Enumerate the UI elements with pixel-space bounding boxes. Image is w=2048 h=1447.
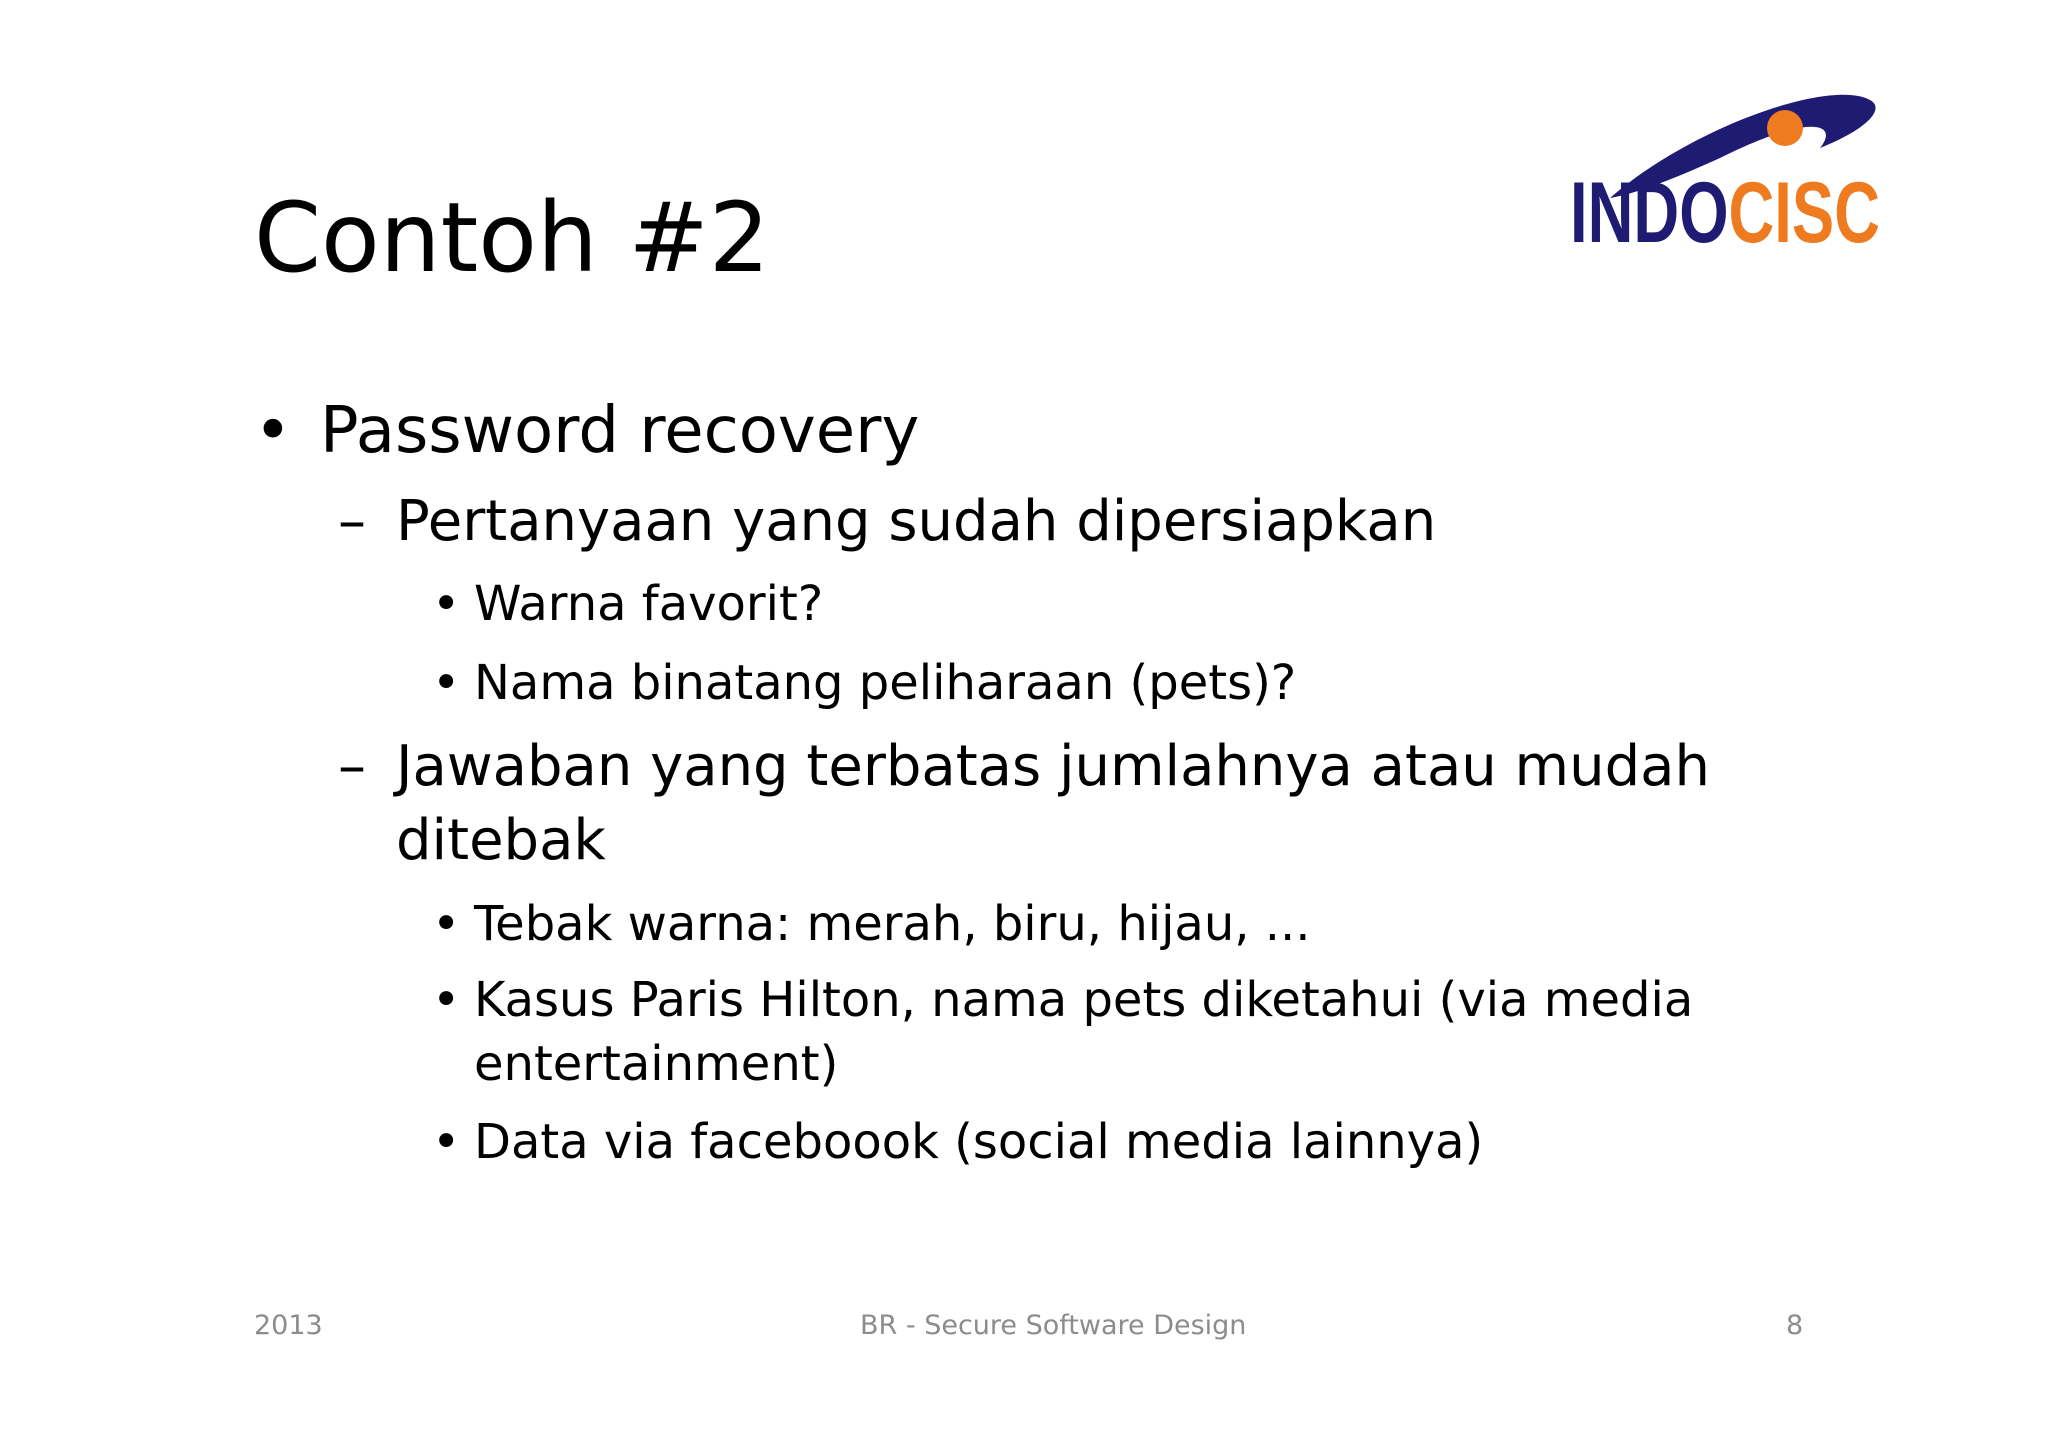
bullet-marker: • (432, 896, 461, 952)
dash-marker: – (338, 734, 366, 799)
dash-marker: – (338, 489, 366, 554)
bullet-password-recovery: Password recovery (320, 394, 920, 468)
indocisc-logo (1570, 88, 1934, 261)
bullet-marker: • (432, 972, 461, 1028)
item-data-facebook: Data via faceboook (social media lainnya) (474, 1114, 1484, 1170)
bullet-marker: • (254, 394, 292, 468)
item-warna-favorit: Warna favorit? (474, 576, 824, 632)
item-paris-hilton-line1: Kasus Paris Hilton, nama pets diketahui (via media (474, 972, 1694, 1028)
item-paris-hilton-line2: entertainment) (474, 1036, 839, 1092)
logo-text-accent: CISC (1728, 165, 1934, 261)
subbullet-prepared-questions: Pertanyaan yang sudah dipersiapkan (396, 489, 1437, 554)
logo-dot (1767, 110, 1803, 146)
svg-text:INDOCISC (1570, 165, 1934, 261)
item-tebak-warna: Tebak warna: merah, biru, hijau, ... (474, 896, 1311, 952)
subbullet-limited-answers-line2: ditebak (396, 808, 606, 873)
footer-course-title: BR - Secure Software Design (860, 1310, 1247, 1341)
logo-text-dark: INDO (1570, 165, 1785, 261)
item-nama-binatang: Nama binatang peliharaan (pets)? (474, 655, 1297, 711)
slide-title: Contoh #2 (254, 182, 770, 294)
bullet-marker: • (432, 576, 461, 632)
subbullet-limited-answers-line1: Jawaban yang terbatas jumlahnya atau mudah (396, 734, 1710, 799)
footer-year: 2013 (254, 1310, 323, 1341)
footer-page-number: 8 (1786, 1310, 1804, 1341)
bullet-marker: • (432, 655, 461, 711)
bullet-marker: • (432, 1114, 461, 1170)
